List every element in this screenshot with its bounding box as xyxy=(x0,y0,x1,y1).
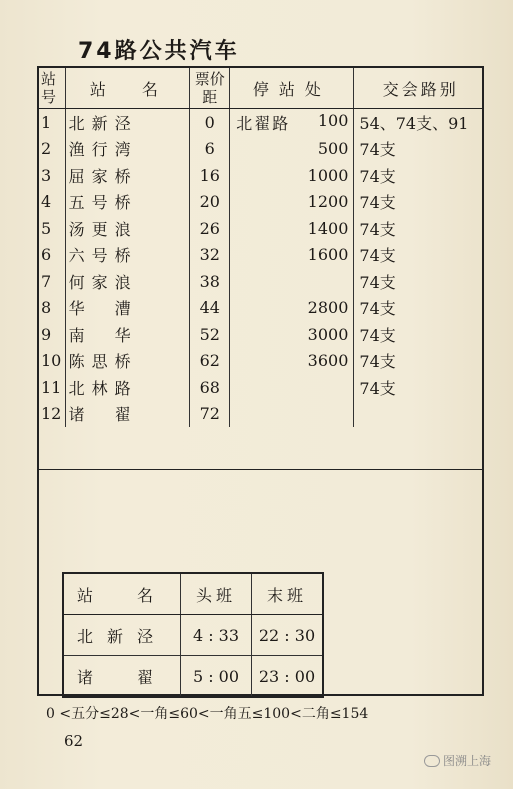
station-name: 何家浪 xyxy=(65,268,190,295)
schedule-row xyxy=(63,656,323,698)
stop-location xyxy=(230,215,354,242)
schedule-table xyxy=(62,572,324,698)
schedule-header-row xyxy=(63,573,323,615)
route-row xyxy=(39,189,482,216)
schedule-first-bus: 5 : 00 xyxy=(181,656,252,698)
route-row xyxy=(39,162,482,189)
schedule-first-bus: 4 : 33 xyxy=(181,615,252,656)
stop-distance: 2800 xyxy=(307,298,349,318)
route-row xyxy=(39,348,482,375)
route-row xyxy=(39,242,482,269)
station-number: 6 xyxy=(41,245,52,265)
stop-location xyxy=(230,374,354,401)
station-number: 10 xyxy=(41,351,62,371)
header-fare-line1: 票价 xyxy=(194,70,225,88)
watermark xyxy=(424,752,491,769)
station-number: 7 xyxy=(41,271,52,291)
station-number: 1 xyxy=(41,112,52,132)
route-row xyxy=(39,295,482,322)
stop-location xyxy=(230,136,354,163)
station-number: 9 xyxy=(41,324,52,344)
station-number: 12 xyxy=(41,404,62,424)
stop-location xyxy=(230,162,354,189)
station-number: 2 xyxy=(41,139,52,159)
schedule-header-station: 站 名 xyxy=(63,573,181,615)
header-fare-line2: 距 xyxy=(202,88,218,106)
stop-cell xyxy=(230,351,353,370)
station-number: 8 xyxy=(41,298,52,318)
page-title: 74路公共汽车 xyxy=(78,39,240,64)
transfer-routes: 74支 xyxy=(354,242,482,269)
transfer-routes: 74支 xyxy=(354,162,482,189)
schedule-header-last: 末班 xyxy=(252,573,324,615)
stop-cell xyxy=(230,298,353,317)
station-name: 渔行湾 xyxy=(65,136,190,163)
fare-value: 38 xyxy=(190,268,230,295)
stop-distance: 500 xyxy=(317,139,349,159)
stop-cell xyxy=(230,325,353,344)
transfer-routes: 74支 xyxy=(354,215,482,242)
route-row xyxy=(39,109,482,136)
station-name: 六号桥 xyxy=(65,242,190,269)
station-number: 4 xyxy=(41,192,52,212)
table-bottom-rule xyxy=(39,469,482,470)
stop-distance: 100 xyxy=(317,110,349,130)
route-row xyxy=(39,215,482,242)
watermark-text: 图溯上海 xyxy=(443,754,492,768)
header-station-number xyxy=(39,68,65,109)
schedule-last-bus: 23 : 00 xyxy=(252,656,324,698)
header-stop-location: 停站处 xyxy=(230,68,354,109)
fare-value: 0 xyxy=(190,109,230,136)
transfer-routes: 54、74支、91 xyxy=(354,109,482,136)
station-name: 南 华 xyxy=(65,321,190,348)
header-no-line2: 号 xyxy=(41,88,57,106)
route-table xyxy=(39,68,482,427)
header-no-line1: 站 xyxy=(41,70,57,88)
page-number: 62 xyxy=(64,732,84,750)
schedule-last-bus: 22 : 30 xyxy=(252,615,324,656)
fare-value: 32 xyxy=(190,242,230,269)
wechat-icon xyxy=(424,755,440,767)
stop-cell xyxy=(230,219,353,238)
transfer-routes: 74支 xyxy=(354,268,482,295)
route-table-body xyxy=(39,109,482,428)
stop-location xyxy=(230,348,354,375)
station-name: 陈思桥 xyxy=(65,348,190,375)
schedule-row xyxy=(63,615,323,656)
stop-cell xyxy=(230,192,353,211)
route-row xyxy=(39,268,482,295)
station-name: 汤更浪 xyxy=(65,215,190,242)
stop-cell xyxy=(230,166,353,185)
stop-location xyxy=(230,295,354,322)
transfer-routes: 74支 xyxy=(354,321,482,348)
stop-location xyxy=(230,109,354,136)
station-name: 北新泾 xyxy=(65,109,190,136)
route-table-header xyxy=(39,68,482,109)
stop-location xyxy=(230,242,354,269)
stop-location xyxy=(230,189,354,216)
stop-distance: 3600 xyxy=(307,351,349,371)
header-transfer-routes: 交会路别 xyxy=(354,68,482,109)
stop-distance: 3000 xyxy=(307,324,349,344)
stop-cell xyxy=(230,111,353,134)
fare-note: 0 <五分≤28<一角≤60<一角五≤100<二角≤154 xyxy=(46,706,369,722)
transfer-routes xyxy=(354,401,482,428)
route-row xyxy=(39,321,482,348)
stop-distance: 1400 xyxy=(307,218,349,238)
station-name: 北林路 xyxy=(65,374,190,401)
station-number: 11 xyxy=(41,377,62,397)
route-row xyxy=(39,374,482,401)
station-name: 五号桥 xyxy=(65,189,190,216)
station-number: 5 xyxy=(41,218,52,238)
stop-distance: 1200 xyxy=(307,192,349,212)
transfer-routes: 74支 xyxy=(354,374,482,401)
stop-distance: 1000 xyxy=(307,165,349,185)
station-name: 诸 翟 xyxy=(65,401,190,428)
station-number: 3 xyxy=(41,165,52,185)
fare-value: 16 xyxy=(190,162,230,189)
fare-value: 62 xyxy=(190,348,230,375)
route-row xyxy=(39,401,482,428)
station-name: 华 漕 xyxy=(65,295,190,322)
header-station-name: 站 名 xyxy=(65,68,190,109)
fare-value: 44 xyxy=(190,295,230,322)
transfer-routes: 74支 xyxy=(354,189,482,216)
stop-location xyxy=(230,268,354,295)
fare-value: 52 xyxy=(190,321,230,348)
transfer-routes: 74支 xyxy=(354,295,482,322)
schedule-header-first: 头班 xyxy=(181,573,252,615)
schedule-station: 北新泾 xyxy=(63,615,181,656)
stop-location xyxy=(230,401,354,428)
fare-value: 20 xyxy=(190,189,230,216)
transfer-routes: 74支 xyxy=(354,136,482,163)
fare-value: 68 xyxy=(190,374,230,401)
fare-value: 6 xyxy=(190,136,230,163)
route-row xyxy=(39,136,482,163)
stop-road: 北翟路 xyxy=(236,113,291,133)
fare-value: 26 xyxy=(190,215,230,242)
header-fare xyxy=(190,68,230,109)
schedule-station: 诸 翟 xyxy=(63,656,181,698)
stop-location xyxy=(230,321,354,348)
stop-cell xyxy=(230,245,353,264)
stop-cell xyxy=(230,139,353,158)
station-name: 屈家桥 xyxy=(65,162,190,189)
fare-value: 72 xyxy=(190,401,230,428)
stop-distance: 1600 xyxy=(307,245,349,265)
transfer-routes: 74支 xyxy=(354,348,482,375)
